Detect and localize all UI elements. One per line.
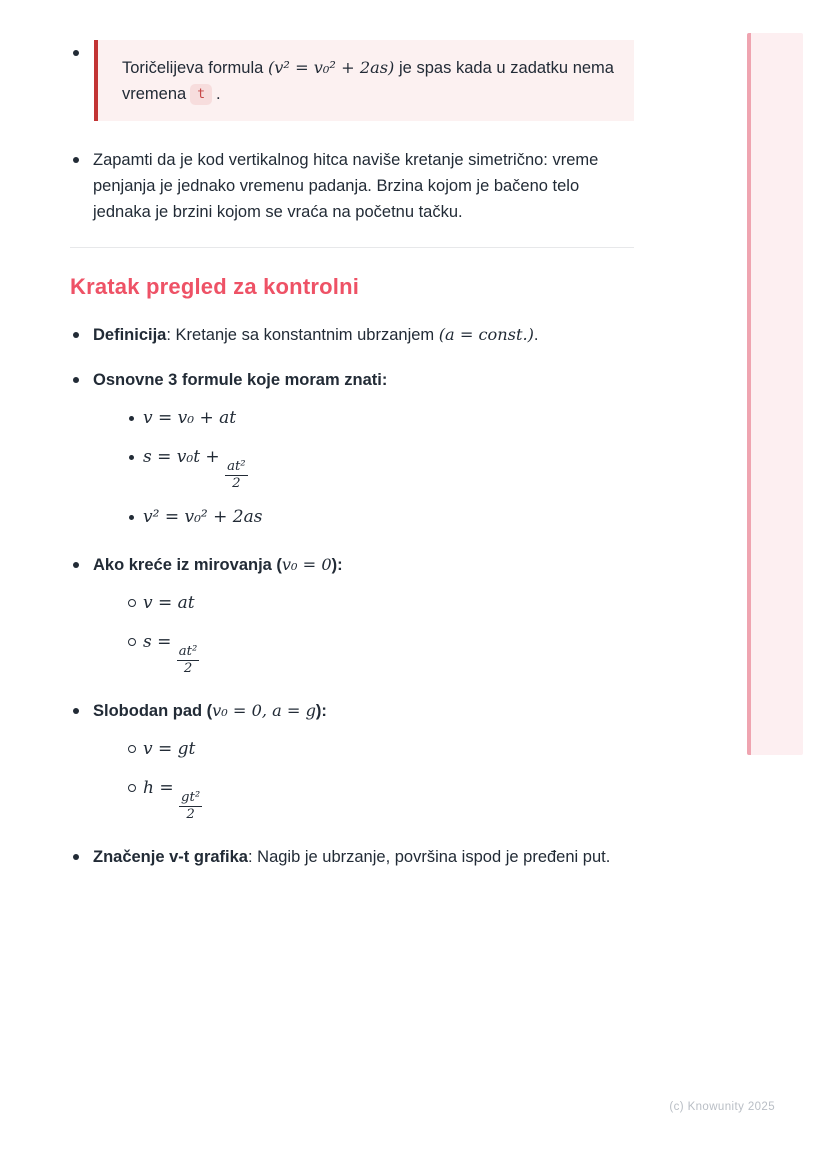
formula-s-at2-2: s = $\frac{\text{at²}}{2}$	[143, 631, 198, 676]
callout-text: Toričelijeva formula (v² = v₀² + 2as) je spas kada u zadatku nema vremena t .	[122, 58, 614, 103]
inline-formula: (v² = v₀² + 2as)	[267, 58, 395, 77]
formula-v-gt: v = gt	[143, 738, 196, 759]
circle-bullet-marker	[126, 590, 143, 607]
pad-title: Slobodan pad (v₀ = 0, a = g):	[93, 700, 327, 720]
section-heading: Kratak pregled za kontrolni	[70, 274, 360, 299]
bullet-marker	[70, 322, 93, 338]
formula-v-v0-at: v = v₀ + at	[143, 408, 237, 428]
bullet-marker	[70, 698, 93, 714]
fraction: $\frac{\text{at²}}{2}$	[227, 459, 246, 491]
bullet-marker	[126, 504, 143, 520]
circle-bullet-marker	[126, 629, 143, 646]
list-item-mirovanje	[70, 552, 634, 698]
code-chip-t: t	[190, 84, 212, 105]
formula-v-at: v = at	[143, 592, 195, 613]
document-content	[70, 40, 634, 870]
inline-formula: v₀ = 0	[281, 554, 332, 574]
znacenje-text: Značenje v-t grafika: Nagib je ubrzanje, površina ispod je pređeni put.	[93, 847, 611, 866]
list-item-callout	[70, 40, 634, 121]
mirovanje-title: Ako kreće iz mirovanja (v₀ = 0):	[93, 554, 343, 574]
fraction: $\frac{\text{gt²}}{2}$	[181, 789, 201, 822]
page-margin-highlight-strip	[747, 33, 803, 755]
osnovne-title: Osnovne 3 formule koje moram znati:	[93, 371, 388, 389]
circle-bullet-marker	[126, 775, 143, 792]
inline-formula: (a = const.)	[438, 325, 534, 344]
copyright-footer: (c) Knowunity 2025	[669, 1101, 775, 1113]
list-item-pad	[70, 698, 634, 844]
formula-item	[126, 629, 634, 676]
bullet-marker	[126, 405, 143, 421]
bullet-marker	[70, 367, 93, 383]
bullet-marker	[70, 147, 93, 163]
list-item-note	[70, 147, 634, 225]
formula-item	[126, 504, 634, 530]
formula-h-gt2-2: h = $\frac{\text{gt²}}{2}$	[143, 777, 201, 822]
list-item-osnovne	[70, 367, 634, 552]
note-text: Zapamti da je kod vertikalnog hitca naviše kretanje simetrično: vreme penjanja je jednako vremenu padanja. Brzina kojom je bačeno telo jednaka je brzini kojom se vraća na početnu tačku.	[93, 151, 599, 221]
circle-bullet-marker	[126, 736, 143, 753]
inline-formula: v₀ = 0, a = g	[212, 700, 316, 720]
bullet-marker	[70, 552, 93, 568]
formula-item	[126, 775, 634, 822]
bullet-marker	[70, 844, 93, 860]
formula-item	[126, 405, 634, 431]
definicija-text: Definicija: Kretanje sa konstantnim ubrzanjem (a = const.).	[93, 325, 539, 344]
fraction: $\frac{\text{at²}}{2}$	[178, 643, 198, 676]
formula-item	[126, 444, 634, 491]
pad-formula-list	[126, 736, 634, 822]
formula-v2-v02-2as: v² = v₀² + 2as	[143, 506, 263, 527]
list-item-definicija	[70, 322, 634, 348]
formula-item	[126, 590, 634, 616]
formula-s-v0t: s = v₀t + $\frac{\text{at²}}{2}$	[143, 447, 246, 491]
mirovanje-formula-list	[126, 590, 634, 676]
bullet-marker	[126, 444, 143, 460]
formula-item	[126, 736, 634, 762]
bullet-marker	[70, 40, 93, 56]
callout-box	[94, 40, 634, 121]
osnovne-formula-list	[126, 405, 634, 530]
list-item-znacenje	[70, 844, 634, 870]
section-divider	[70, 247, 634, 248]
